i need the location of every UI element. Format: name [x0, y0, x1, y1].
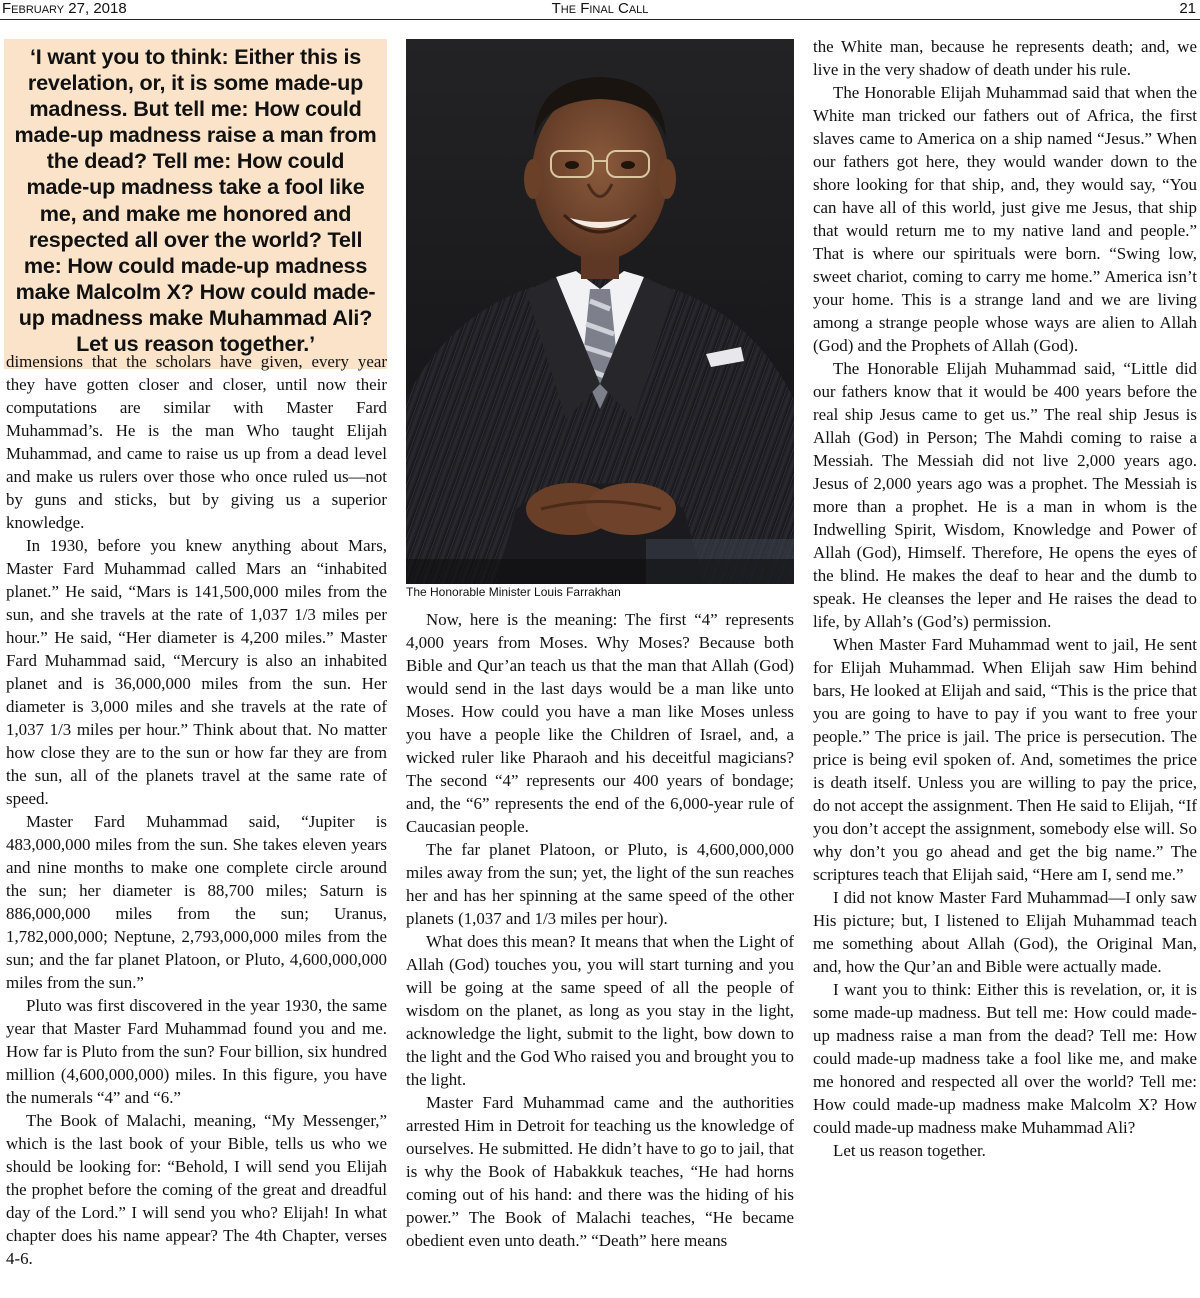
paragraph: dimensions that the scholars have given, every year they have gotten closer and closer, until now their computations are similar with Master Fard Muhammad’s. He is the man Who taught Elijah Muhammad, and came to raise us up from a dead level and make us rulers over those who once ruled us—not by guns and sticks, but by giving us a superior knowledge. [6, 352, 387, 532]
paragraph: the White man, because he represents death; and, we live in the very shadow of death under his rule. [813, 37, 1197, 79]
page-number: 21 [1179, 0, 1196, 17]
paragraph: Pluto was first discovered in the year 1930, the same year that Master Fard Muhammad found you and me. How far is Pluto from the sun? Four billion, six hundred million (4,600,000,000) miles. In this figure, you have the numerals “4” and “6.” [6, 996, 387, 1107]
article-column-1 [6, 350, 387, 1270]
issue-date: February 27, 2018 [2, 0, 127, 17]
page-header [0, 0, 1200, 20]
paragraph: The Book of Malachi, meaning, “My Messenger,” which is the last book of your Bible, tells us who we should be looking for: “Behold, I will send you Elijah the prophet before the coming of the great and dreadful day of the Lord.” I will send you who? Elijah! In what chapter does his name appear? The 4th Chapter, verses 4-6. [6, 1111, 387, 1268]
photo-caption: The Honorable Minister Louis Farrakhan [406, 585, 621, 599]
paragraph: What does this mean? It means that when the Light of Allah (God) touches you, you will start turning and you will be going at the same speed of all the people of wisdom on the planet, as long as you stay in the light, acknowledge the light, submit to the light, bow down to the light and the God Who raised you and brought you to the light. [406, 932, 794, 1089]
paragraph: The far planet Platoon, or Pluto, is 4,600,000,000 miles away from the sun; yet, the light of the sun reaches her and has her spinning at the same speed of the other planets (1,037 and 1/3 miles per hour). [406, 840, 794, 928]
paragraph: Master Fard Muhammad came and the authorities arrested Him in Detroit for teaching us the knowledge of ourselves. He submitted. He didn’t have to go to jail, that is why the Book of Habakkuk teaches, “He had horns coming out of his hand: and there was the hiding of his power.” The Book of Malachi teaches, “He became obedient even unto death.” “Death” here means [406, 1093, 794, 1250]
paragraph: The Honorable Elijah Muhammad said that when the White man tricked our fathers out of Africa, the first slaves came to America on a ship named “Jesus.” When our fathers got here, they would wander down to the shore looking for that ship, and, they would say, “You can have all of this world, just give me Jesus, that ship that would return me to my native land and people.” That is where our spirituals were born. “Swing low, sweet chariot, coming to carry me home.” America isn’t your home. This is a strange land and we are living among a strange people whose ways are alien to Allah (God) and the Prophets of Allah (God). [813, 83, 1197, 355]
article-column-2 [406, 608, 794, 1252]
portrait-illustration [406, 39, 794, 584]
paragraph: Let us reason together. [833, 1141, 986, 1160]
paragraph: The Honorable Elijah Muhammad said, “Little did our fathers know that it would be 400 years before the real ship Jesus came to get us.” The real ship Jesus is Allah (God) in Person; The Mahdi coming to raise a Messiah. The Messiah did not live 2,000 years ago. Jesus of 2,000 years ago was a prophet. The Messiah is more than a prophet. He is a man in whom is the Indwelling Spirit, Wisdom, Knowledge and Power of Allah (God), Himself. Therefore, He opens the eyes of the blind. He makes the deaf to hear and the dumb to speak. He cleanses the leper and He raises the dead to life, by Allah’s (God’s) permission. [813, 359, 1197, 631]
paragraph: I did not know Master Fard Muhammad—I only saw His picture; but, I listened to Elijah Muhammad teach me something about Allah (God), the Original Man, and, how the Qur’an and Bible were actually made. [813, 888, 1197, 976]
paragraph: Master Fard Muhammad said, “Jupiter is 483,000,000 miles from the sun. She takes eleven years and nine months to make one complete circle around the sun; her diameter is 88,700 miles; Saturn is 886,000,000 miles from the sun; Uranus, 1,782,000,000; Neptune, 2,793,000,000 miles from the sun; and the far planet Platoon, or Pluto, 4,600,000,000 miles from the sun.” [6, 812, 387, 992]
paragraph: I want you to think: Either this is revelation, or, it is some made-up madness. But tell me: How could made-up madness raise a man from the dead? Tell me: How could made-up madness take a fool like me, and make me honored and respected all over the world? Tell me: How could made-up madness make Malcolm X? How could made-up madness make Muhammad Ali? [813, 980, 1197, 1137]
publication-name: The Final Call [551, 0, 649, 17]
pull-quote: ‘I want you to think: Either this is revelation, or, it is some made-up madness. But tell me: How could made-up madness raise a man from the dead? Tell me: How could made-up madness take a fool like me, and make me honored and respected all over the world? Tell me: How could made-up madness make Malcolm X? How could made-up madness make Muhammad Ali? Let us reason together.’ [4, 39, 387, 369]
portrait-photo [406, 39, 794, 584]
paragraph: Now, here is the meaning: The first “4” represents 4,000 years from Moses. Why Moses? Because both Bible and Qur’an teach us that the man that Allah (God) would send in the last days would be a man like unto Moses. How could you have a man like Moses unless you have a people like the Children of Israel, and, a wicked ruler like Pharaoh and his deceitful magicians? The second “4” represents our 400 years of bondage; and, the “6” represents the end of the 6,000-year rule of Caucasian people. [406, 610, 794, 836]
paragraph: In 1930, before you knew anything about Mars, Master Fard Muhammad called Mars an “inhabited planet.” He said, “Mars is 141,500,000 miles from the sun, and she travels at the rate of 1,037 1/3 miles per hour.” He said, “Her diameter is 4,200 miles.” Master Fard Muhammad said, “Mercury is also an inhabited planet and is 36,000,000 miles from the sun. Her diameter is 3,000 miles and she travels at the rate of 1,037 1/3 miles per hour.” Think about that. No matter how close they are to the sun or how far they are from the sun, all of the planets travel at the same rate of speed. [6, 536, 387, 808]
paragraph: When Master Fard Muhammad went to jail, He sent for Elijah Muhammad. When Elijah saw Him behind bars, He looked at Elijah and said, “This is the price that you are going to have to pay if you want to free your people.” The price is jail. The price is persecution. The price is being evil spoken of. And, sometimes the price is death itself. Unless you are willing to pay the price, do not accept the assignment. Then He said to Elijah, “If you don’t accept the assignment, somebody else will. So why don’t you go ahead and get the big name.” The scriptures teach that Elijah said, “Here am I, send me.” [813, 635, 1197, 884]
article-column-3 [813, 35, 1197, 1162]
